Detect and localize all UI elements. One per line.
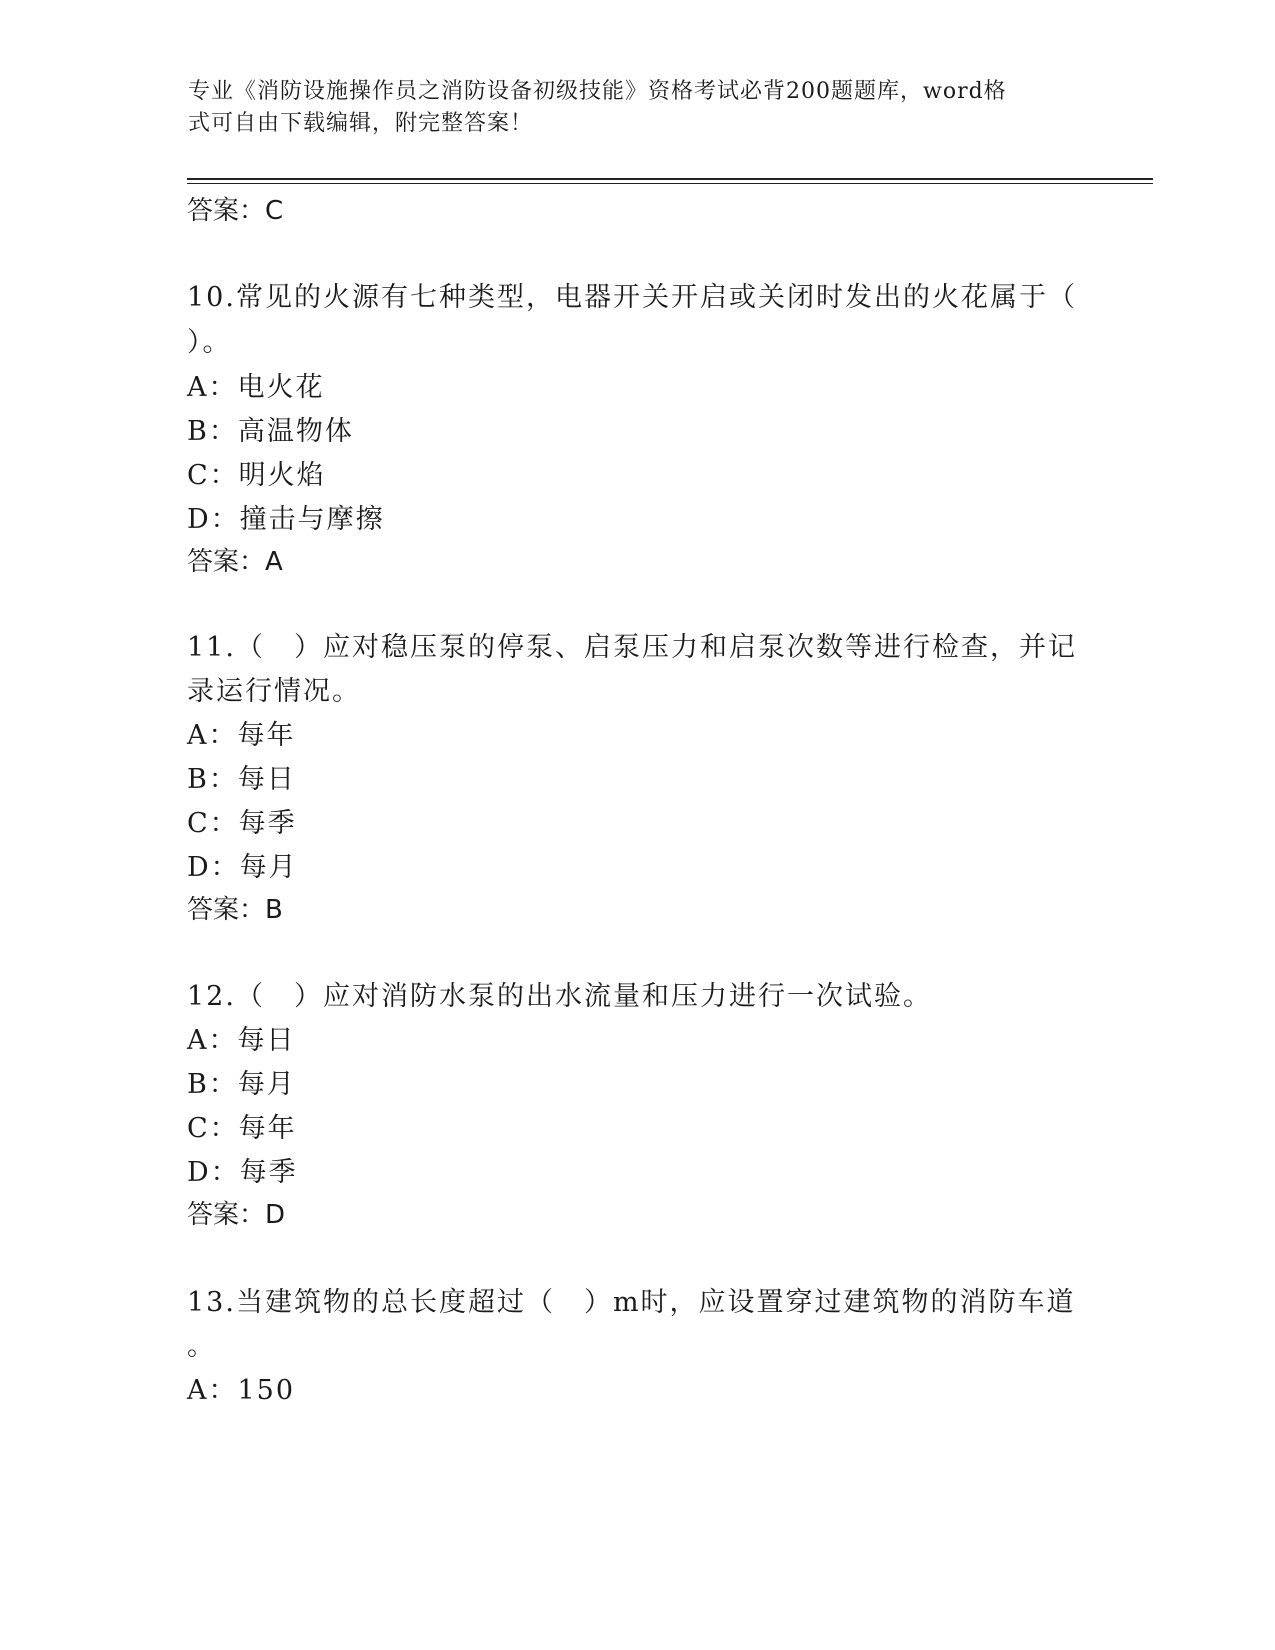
- answer-q9: 答案：C: [187, 196, 284, 226]
- document-header-line-2: 式可自由下载编辑，附完整答案！: [188, 111, 534, 136]
- document-header-line-1: 专业《消防设施操作员之消防设备初级技能》资格考试必背200题题库，word格: [188, 79, 1007, 104]
- question-10-text-line-2: ）。: [187, 327, 232, 358]
- question-11-text-line-2: 录运行情况。: [187, 676, 361, 707]
- question-10-option-a: A：电火花: [187, 372, 325, 403]
- question-13-text-line-1: 13.当建筑物的总长度超过（ ）m时，应设置穿过建筑物的消防车道: [187, 1287, 1076, 1318]
- answer-q11: 答案：B: [187, 895, 283, 925]
- question-11-text-line-1: 11.（ ）应对稳压泵的停泵、启泵压力和启泵次数等进行检查，并记: [187, 632, 1077, 663]
- answer-q10: 答案：A: [187, 547, 283, 577]
- question-11-option-d: D：每月: [187, 852, 298, 883]
- question-11-option-a: A：每年: [187, 720, 296, 751]
- question-10-option-d: D：撞击与摩擦: [187, 504, 385, 535]
- question-10-text-line-1: 10.常见的火源有七种类型，电器开关开启或关闭时发出的火花属于（: [187, 282, 1077, 313]
- question-12-option-c: C：每年: [187, 1113, 297, 1144]
- answer-q12: 答案：D: [187, 1200, 286, 1230]
- question-11-option-c: C：每季: [187, 808, 297, 839]
- header-divider: [187, 178, 1153, 180]
- question-12-option-a: A：每日: [187, 1025, 296, 1056]
- question-13-option-a: A：150: [187, 1375, 296, 1406]
- question-11-option-b: B：每日: [187, 764, 296, 795]
- header-divider-secondary: [187, 183, 1153, 184]
- question-13-text-line-2: 。: [187, 1331, 216, 1362]
- question-10-option-b: B：高温物体: [187, 416, 354, 447]
- question-12-text: 12.（ ）应对消防水泵的出水流量和压力进行一次试验。: [187, 981, 932, 1012]
- question-10-option-c: C：明火焰: [187, 460, 326, 491]
- question-12-option-b: B：每月: [187, 1069, 296, 1100]
- question-12-option-d: D：每季: [187, 1157, 298, 1188]
